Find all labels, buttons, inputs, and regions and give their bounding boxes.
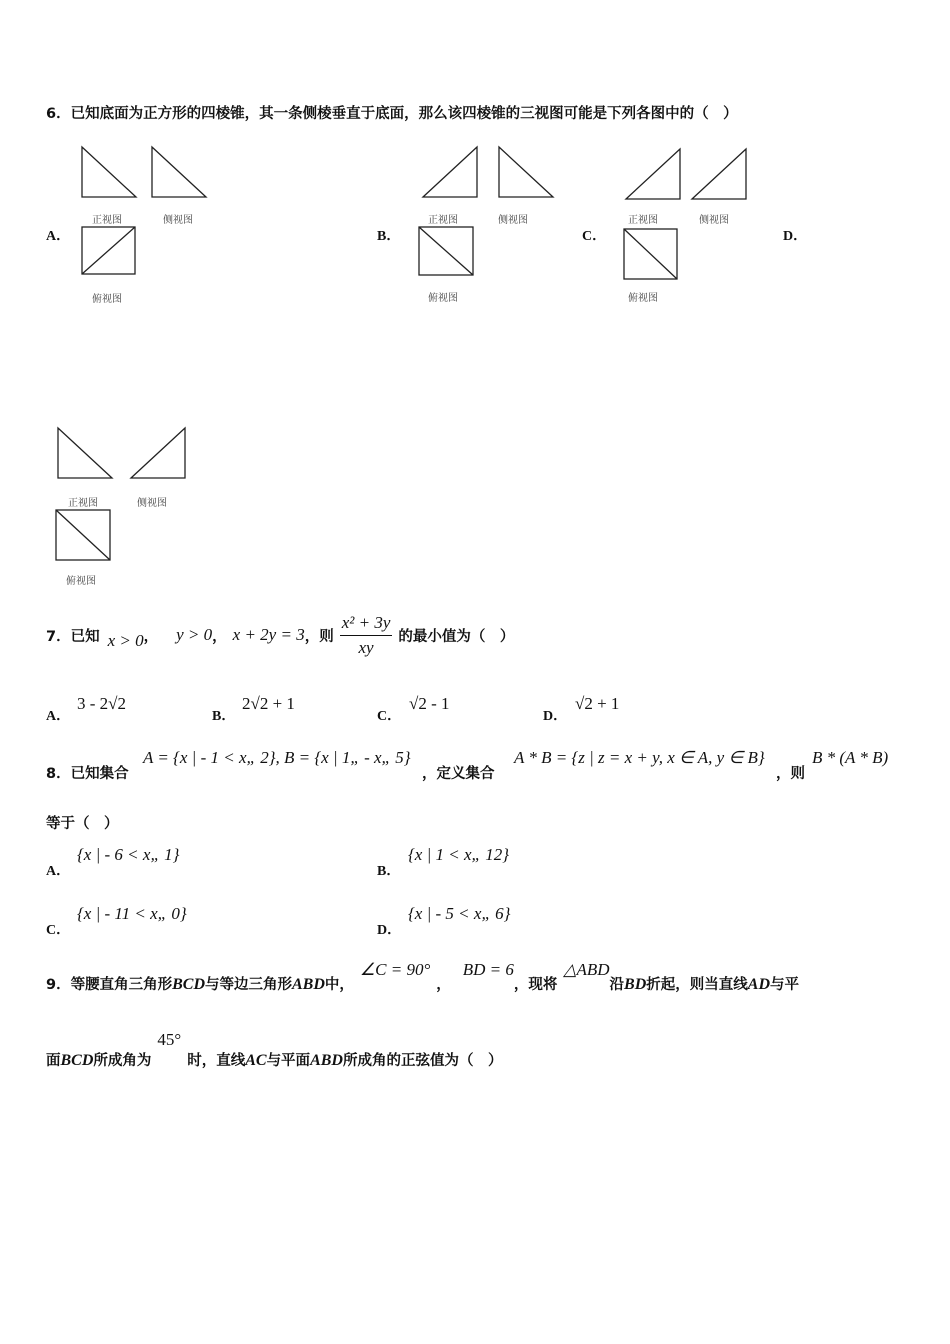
q8-mid: ，定义集合 (422, 766, 495, 782)
q8-sets: A = {x | - 1 < x„ 2}, B = {x | 1„ - x„ 5} (143, 748, 411, 767)
q9-line2 (46, 1030, 503, 1070)
q8-option-d-label[interactable]: D． (377, 923, 402, 938)
q8-then: ，则 (776, 766, 805, 782)
q6-c-top-caption: 俯视图 (628, 293, 658, 304)
q7-cond-sum: x + 2y = 3 (232, 625, 305, 644)
q6-d-top-caption: 俯视图 (66, 576, 96, 587)
q9-triangle: △ABD (563, 960, 610, 979)
q7-option-b-label[interactable]: B． (212, 709, 236, 724)
q7-stem (46, 610, 514, 660)
q9-l2b: 所成角为 (93, 1053, 152, 1069)
q6-option-b-label[interactable]: B． (377, 229, 401, 244)
q8-target: B * (A * B) (812, 748, 889, 767)
front-view-triangle (82, 147, 136, 197)
q9-line1 (46, 960, 799, 994)
q7-option-a-expr[interactable]: 3 - 2√2 (77, 694, 126, 713)
q8-option-b-label[interactable]: B． (377, 864, 401, 879)
q6-c-side-caption: 侧视图 (699, 215, 729, 226)
q7-option-d-label[interactable]: D． (543, 709, 568, 724)
q6-b-front-caption: 正视图 (428, 215, 458, 226)
top-view-diagonal (56, 510, 110, 560)
q8-definition: A * B = {z | z = x + y, x ∈ A, y ∈ B} (514, 748, 765, 767)
q7-option-c-expr[interactable]: √2 - 1 (409, 694, 450, 713)
q8-prefix: 8．已知集合 (46, 766, 129, 782)
q9-t2: 中， (324, 977, 354, 993)
q8-option-b-expr[interactable]: {x | 1 < x„ 12} (408, 845, 510, 864)
q8-option-c-expr[interactable]: {x | - 11 < x„ 0} (77, 904, 187, 923)
front-view-triangle (58, 428, 112, 478)
q9-t4: 沿 (609, 977, 625, 993)
q9-bcd: BCD (172, 976, 205, 993)
q6-d-front-caption: 正视图 (68, 498, 98, 509)
q6-option-a-label[interactable]: A． (46, 229, 71, 244)
q6-option-c-label[interactable]: C． (582, 229, 607, 244)
q9-abd: ABD (292, 976, 325, 993)
q6-a-front-caption: 正视图 (92, 215, 122, 226)
q8-option-d-expr[interactable]: {x | - 5 < x„ 6} (408, 904, 511, 923)
q9-t6: 与平 (770, 977, 799, 993)
side-view-triangle (152, 147, 206, 197)
q9-ac: AC (245, 1052, 267, 1069)
q9-t1: 与等边三角形 (205, 977, 292, 993)
q7-frac-denominator: xy (358, 637, 374, 657)
q9-t5: 折起，则当直线 (646, 977, 748, 993)
q7-option-a-label[interactable]: A． (46, 709, 71, 724)
q9-sep: ， (436, 977, 451, 993)
top-view-diagonal (419, 227, 473, 275)
q7-option-d-expr[interactable]: √2 + 1 (575, 694, 620, 713)
q7-option-c-label[interactable]: C． (377, 709, 402, 724)
q6-a-top-caption: 俯视图 (92, 294, 122, 305)
q9-bd: BD (624, 976, 647, 993)
q8-option-a-label[interactable]: A． (46, 864, 71, 879)
side-view-triangle (131, 428, 185, 478)
q6-b-side-caption: 侧视图 (498, 215, 528, 226)
q9-abd-2: ABD (310, 1052, 343, 1069)
q6-b-top-caption: 俯视图 (428, 293, 458, 304)
q9-l2c: 时，直线 (187, 1053, 246, 1069)
side-view-triangle (692, 149, 746, 199)
front-view-triangle (626, 149, 680, 199)
q9-prefix: 9．等腰直角三角形 (46, 977, 173, 993)
q6-c-front-caption: 正视图 (628, 215, 658, 226)
q7-suffix: 的最小值为（ ） (398, 628, 515, 645)
top-view-diagonal (82, 227, 135, 274)
q9-degree: 45° (157, 1030, 182, 1049)
q9-l2e: 所成角的正弦值为（ ） (342, 1053, 503, 1069)
q7-cond-y: y > 0 (176, 625, 213, 644)
front-view-triangle (423, 147, 477, 197)
q6-a-side-caption: 侧视图 (163, 215, 193, 226)
q7-fraction (340, 613, 393, 658)
q9-l2d: 与平面 (266, 1053, 311, 1069)
q7-frac-numerator: x² + 3y (340, 613, 393, 636)
q7-sep2: ， (212, 628, 227, 645)
q8-option-a-expr[interactable]: {x | - 6 < x„ 1} (77, 845, 180, 864)
q6-d-side-caption: 侧视图 (137, 498, 167, 509)
q8-option-c-label[interactable]: C． (46, 923, 71, 938)
q7-prefix: 7．已知 (46, 628, 100, 645)
q9-t3: ，现将 (513, 977, 558, 993)
q7-sep1: ， (143, 628, 159, 645)
q9-ad: AD (747, 976, 770, 993)
q7-cond-x: x > 0 (107, 631, 144, 650)
q7-option-b-expr[interactable]: 2√2 + 1 (242, 694, 295, 713)
q9-l2a: 面 (46, 1053, 61, 1069)
q6-stem: 6．已知底面为正方形的四棱锥，其一条侧棱垂直于底面，那么该四棱锥的三视图可能是下列各图中的（ ） (46, 106, 738, 122)
q9-bd-length: BD = 6 (462, 960, 514, 979)
q6-option-d-label[interactable]: D． (783, 229, 808, 244)
q9-angle: ∠C = 90° (359, 960, 431, 979)
side-view-triangle (499, 147, 553, 197)
q8-line2: 等于（ ） (46, 816, 119, 832)
top-view-diagonal (624, 229, 677, 279)
q7-then: ，则 (304, 628, 334, 645)
q9-bcd-2: BCD (60, 1052, 94, 1069)
